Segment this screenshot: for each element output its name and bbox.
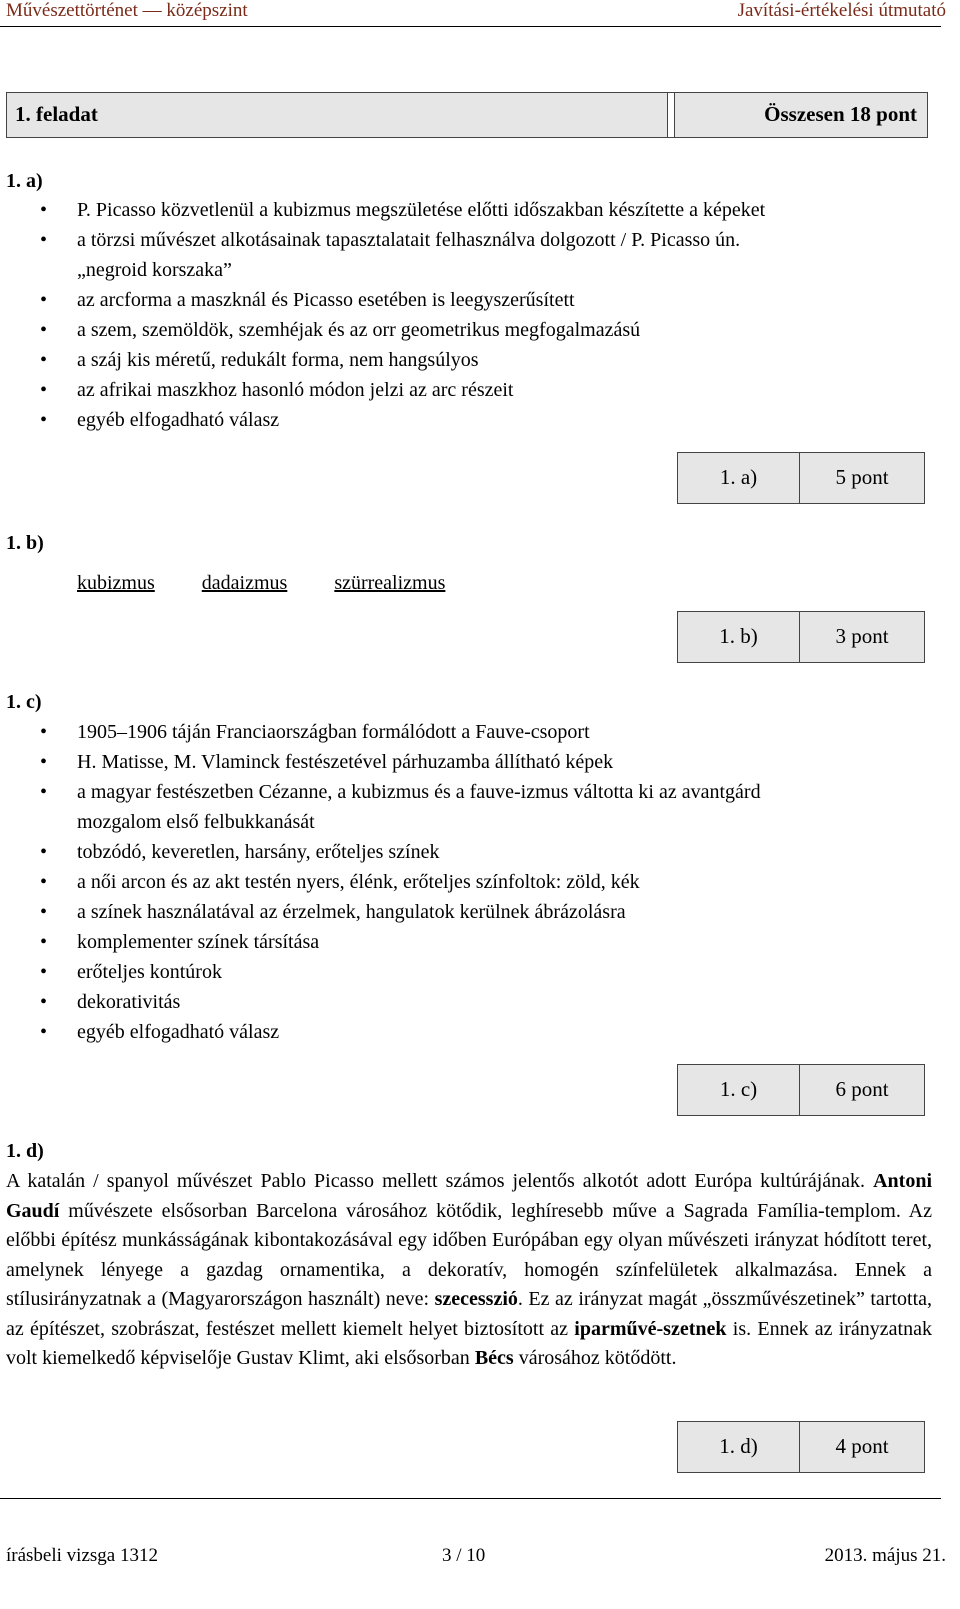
score-label: 1. b) [719, 624, 758, 648]
list-item: • a színek használatával az érzelmek, hangulatok kerülnek ábrázolásra [40, 897, 940, 927]
task-box-divider [667, 93, 675, 137]
list-item: • dekorativitás [40, 987, 940, 1017]
section-d-paragraph [6, 1167, 932, 1374]
list-item: • a szem, szemöldök, szemhéjak és az orr geometrikus megfogalmazású [40, 315, 940, 345]
paragraph-text: városához kötődött. [513, 1347, 677, 1369]
footer-left: írásbeli vizsga 1312 [6, 1545, 158, 1566]
list-item: • erőteljes kontúrok [40, 957, 940, 987]
paragraph-bold: Antoni Gaudí [6, 1170, 932, 1222]
term-dadaizmus: dadaizmus [201, 572, 288, 594]
section-a-label: 1. a) [6, 170, 43, 192]
paragraph-text: A katalán / spanyol művészet Pablo Picasso mellett számos jelentős alkotót adott Európa kultúrájának. [6, 1170, 874, 1192]
section-a-list [40, 195, 940, 435]
header-divider [0, 26, 941, 27]
score-box-c [677, 1064, 925, 1116]
paragraph-text: művészete elsősorban Barcelona városához kötődik, leghíresebb műve a Sagrada Família-templom. Az előbbi építész munkásságának kibontakozásával egy időben Európában egy olyan művészeti irányzat hódított teret, amelynek lényege a gazdag ornamentika, a dekoratív, homogén színfelületek alkalmazása. Ennek a stílusirányzatnak a (Magyarországon használt) neve: [6, 1199, 932, 1310]
list-item-continuation: mozgalom első felbukkanását [77, 811, 315, 833]
list-item: • a magyar festészetben Cézanne, a kubizmus és a fauve-izmus váltotta ki az avantgárd [40, 777, 940, 807]
section-c-label: 1. c) [6, 691, 42, 713]
list-item: • komplementer színek társítása [40, 927, 940, 957]
task-total: Összesen 18 pont [764, 102, 917, 126]
score-box-d [677, 1421, 925, 1473]
list-item: • P. Picasso közvetlenül a kubizmus megszületése előtti időszakban készítette a képeket [40, 195, 940, 225]
score-label: 1. c) [719, 1077, 758, 1101]
list-item: • egyéb elfogadható válasz [40, 1017, 940, 1047]
list-item: • H. Matisse, M. Vlaminck festészetével párhuzamba állítható képek [40, 747, 940, 777]
section-d-label: 1. d) [6, 1140, 44, 1162]
list-item: • az arcforma a maszknál és Picasso esetében is leegyszerűsített [40, 285, 940, 315]
score-value: 3 pont [835, 624, 889, 648]
term-szurrealizmus: szürrealizmus [334, 572, 446, 594]
list-item: • az afrikai maszkhoz hasonló módon jelzi az arc részeit [40, 375, 940, 405]
footer-date: 2013. május 21. [824, 1545, 946, 1566]
paragraph-bold: Bécs [474, 1347, 514, 1369]
task-title: 1. feladat [15, 102, 98, 126]
term-kubizmus: kubizmus [77, 572, 155, 594]
paragraph-bold: szecesszió [434, 1288, 518, 1310]
score-box-a [677, 452, 925, 504]
paragraph-bold: iparművé-szetnek [574, 1317, 727, 1340]
section-b-terms [77, 572, 487, 595]
list-item: • egyéb elfogadható válasz [40, 405, 940, 435]
score-box-b [677, 611, 925, 663]
footer-divider [0, 1498, 941, 1499]
list-item: • 1905–1906 táján Franciaországban formálódott a Fauve-csoport [40, 717, 940, 747]
paragraph-text: is. Ennek az irányzatnak volt kiemelkedő képviselője Gustav Klimt, aki elsősorban [6, 1317, 932, 1369]
score-label: 1. a) [719, 465, 758, 489]
list-item: • a száj kis méretű, redukált forma, nem hangsúlyos [40, 345, 940, 375]
list-item-continuation: „negroid korszaka” [77, 259, 232, 281]
score-value: 4 pont [835, 1434, 889, 1458]
section-c-list [40, 717, 940, 1047]
section-b-label: 1. b) [6, 532, 44, 554]
list-item: • a női arcon és az akt testén nyers, élénk, erőteljes színfoltok: zöld, kék [40, 867, 940, 897]
header-left: Művészettörténet — középszint [6, 0, 248, 21]
score-label: 1. d) [719, 1434, 758, 1458]
list-item: • tobzódó, keveretlen, harsány, erőteljes színek [40, 837, 940, 867]
score-value: 5 pont [835, 465, 889, 489]
score-value: 6 pont [835, 1077, 889, 1101]
paragraph-text: . Ez az irányzat magát „összművészetinek” tartotta, az építészet, szobrászat, festészet mellett kiemelt helyet biztosított az [6, 1288, 933, 1340]
task-header-box [6, 92, 928, 138]
list-item: • a törzsi művészet alkotásainak tapasztalatait felhasználva dolgozott / P. Picasso ún. [40, 225, 940, 255]
footer-page-number: 3 / 10 [442, 1545, 486, 1566]
header-right: Javítási-értékelési útmutató [737, 0, 946, 21]
